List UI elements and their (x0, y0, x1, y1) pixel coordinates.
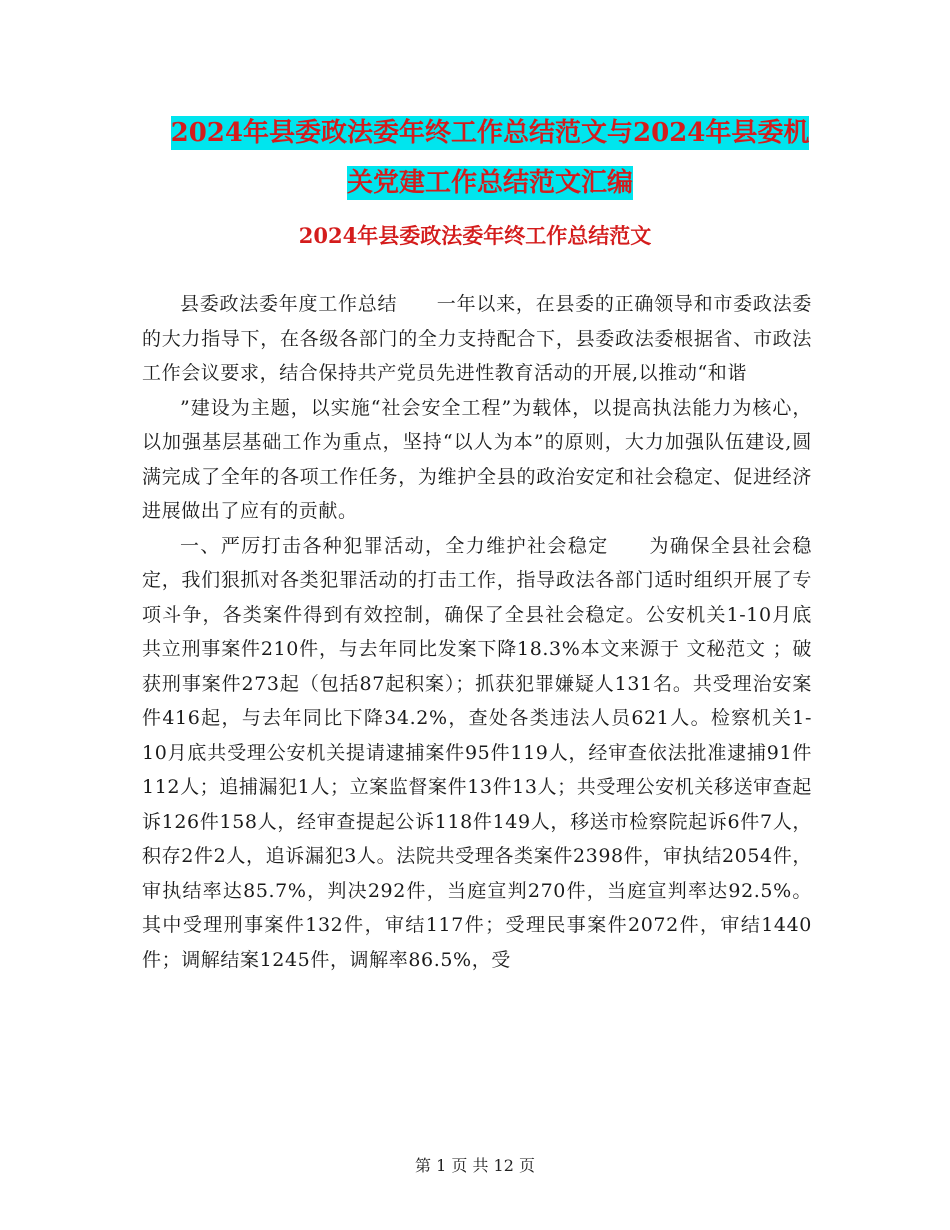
document-title-line-2: 关党建工作总结范文汇编 (346, 168, 633, 198)
paragraph: 县委政法委年度工作总结 一年以来，在县委的正确领导和市委政法委的大力指导下，在各级各部门的全力支持配合下，县委政法委根据省、市政法工作会议要求，结合保持共产党员先进性教育活动的开展,以推动“和谐 (142, 293, 812, 384)
document-title-line-1: 2024年县委政法委年终工作总结范文与2024年县委机 (170, 118, 810, 148)
document-title (140, 108, 840, 208)
page-footer: 第 1 页 共 12 页 (415, 1156, 535, 1175)
paragraph: 一、严厉打击各种犯罪活动，全力维护社会稳定 为确保全县社会稳定，我们狠抓对各类犯罪活动的打击工作，指导政法各部门适时组织开展了专项斗争，各类案件得到有效控制，确保了全县社会稳定。公安机关1-10月底共立刑事案件210件，与去年同比发案下降18.3%本文来源于 文秘范文 ；破获刑事案件273起（包括87起积案）；抓获犯罪嫌疑人131名。共受理治安案件416起，与去年同比下降34.2%，查处各类违法人员621人。检察机关1-10月底共受理公安机关提请逮捕案件95件119人，经审查依法批准逮捕91件112人；追捕漏犯1人；立案监督案件13件13人；共受理公安机关移送审查起诉126件158人，经审查提起公诉118件149人，移送市检察院起诉6件7人，积存2件2人，追诉漏犯3人。法院共受理各类案件2398件，审执结2054件，审执结率达85.7%，判决292件，当庭宣判270件，当庭宣判率达92.5%。其中受理刑事案件132件，审结117件；受理民事案件2072件，审结1440件；调解结案1245件，调解率86.5%，受 (142, 534, 812, 971)
section-title: 2024年县委政法委年终工作总结范文 (298, 223, 652, 248)
document-body (142, 287, 812, 977)
paragraph: ”建设为主题，以实施“社会安全工程”为载体，以提高执法能力为核心，以加强基层基础工作为重点，坚持“以人为本”的原则，大力加强队伍建设,圆满完成了全年的各项工作任务，为维护全县的政治安定和社会稳定、促进经济进展做出了应有的贡献。 (142, 396, 812, 522)
